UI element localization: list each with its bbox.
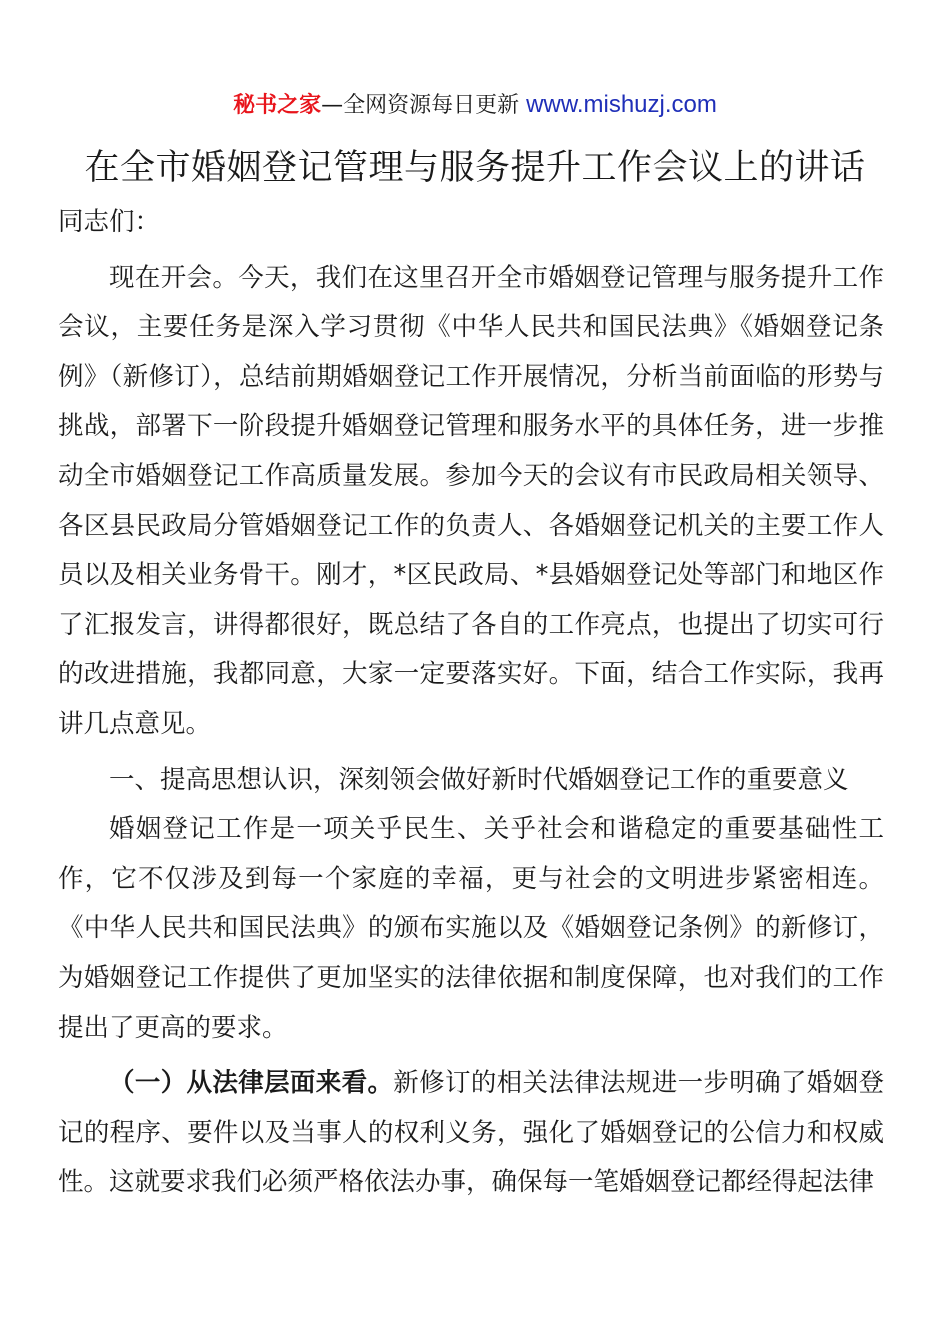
section-paragraph: 婚姻登记工作是一项关乎民生、关乎社会和谐稳定的重要基础性工作，它不仅涉及到每一个家庭的幸福，更与社会的文明进步紧密相连。《中华人民共和国民法典》的颁布实施以及《婚姻登记条例》的新修订，为婚姻登记工作提供了更加坚实的法律依据和制度保障，也对我们的工作提出了更高的要求。 [58,814,884,1043]
site-header [0,88,950,123]
document-body [58,198,884,1208]
brand-name: 秘书之家 [233,93,322,118]
header-tagline: —全网资源每日更新 [321,93,527,118]
subsection-paragraph [58,1059,884,1208]
salutation: 同志们： [58,207,161,237]
opening-paragraph: 现在开会。今天，我们在这里召开全市婚姻登记管理与服务提升工作会议，主要任务是深入学习贯彻《中华人民共和国民法典》《婚姻登记条例》（新修订），总结前期婚姻登记工作开展情况，分析当前面临的形势与挑战，部署下一阶段提升婚姻登记管理和服务水平的具体任务，进一步推动全市婚姻登记工作高质量发展。参加今天的会议有市民政局相关领导、各区县民政局分管婚姻登记工作的负责人、各婚姻登记机关的主要工作人员以及相关业务骨干。刚才，*区民政局、*县婚姻登记处等部门和地区作了汇报发言，讲得都很好，既总结了各自的工作亮点，也提出了切实可行的改进措施，我都同意，大家一定要落实好。下面，结合工作实际，我再讲几点意见。 [58,262,884,739]
site-url-link[interactable]: www.mishuzj.com [526,91,717,118]
section-heading: 一、提高思想认识，深刻领会做好新时代婚姻登记工作的重要意义 [109,764,849,795]
subsection-text: 新修订的相关法律法规进一步明确了婚姻登记的程序、要件以及当事人的权利义务，强化了婚姻登记的公信力和权威性。这就要求我们必须严格依法办事，确保每一笔婚姻登记都经得起法律 [58,1068,884,1198]
subsection-lead: （一）从法律层面来看。 [109,1068,394,1099]
document-title: 在全市婚姻登记管理与服务提升工作会议上的讲话 [84,148,866,188]
